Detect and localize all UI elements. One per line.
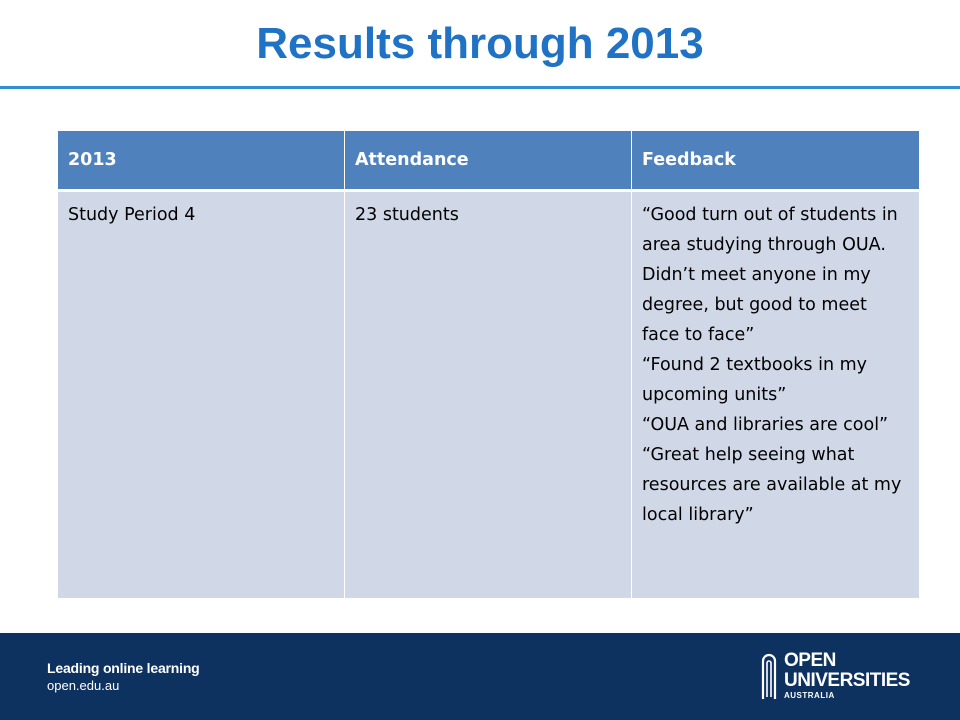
cell-study-period: Study Period 4: [58, 191, 345, 599]
results-table: [57, 130, 920, 599]
logo-line-open: OPEN: [784, 650, 836, 671]
header-year: 2013: [58, 131, 345, 191]
table-row: [58, 191, 920, 599]
slide-title: Results through 2013: [256, 19, 704, 68]
footer-tagline: [47, 660, 200, 694]
website-text: open.edu.au: [47, 678, 120, 693]
cell-attendance: 23 students: [345, 191, 632, 599]
oua-logo-mark-icon: [760, 653, 778, 701]
table-header-row: [58, 131, 920, 191]
oua-logo: [760, 651, 920, 705]
logo-line-universities: UNIVERSITIES: [784, 670, 910, 691]
header-attendance: Attendance: [345, 131, 632, 191]
cell-feedback: [632, 191, 920, 599]
logo-wordmark: [784, 651, 910, 701]
feedback-quote: “Good turn out of students in area studying through OUA. Didn’t meet anyone in my degree, but good to meet face to face”: [642, 205, 898, 345]
tagline-text: Leading online learning: [47, 660, 200, 676]
logo-line-australia: AUSTRALIA: [784, 691, 835, 700]
feedback-quote: “OUA and libraries are cool”: [642, 415, 889, 435]
header-feedback: Feedback: [632, 131, 920, 191]
feedback-quote: “Found 2 textbooks in my upcoming units”: [642, 355, 868, 405]
title-divider: [0, 86, 960, 89]
footer-bar: [0, 633, 960, 720]
feedback-quote: “Great help seeing what resources are available at my local library”: [642, 445, 902, 525]
